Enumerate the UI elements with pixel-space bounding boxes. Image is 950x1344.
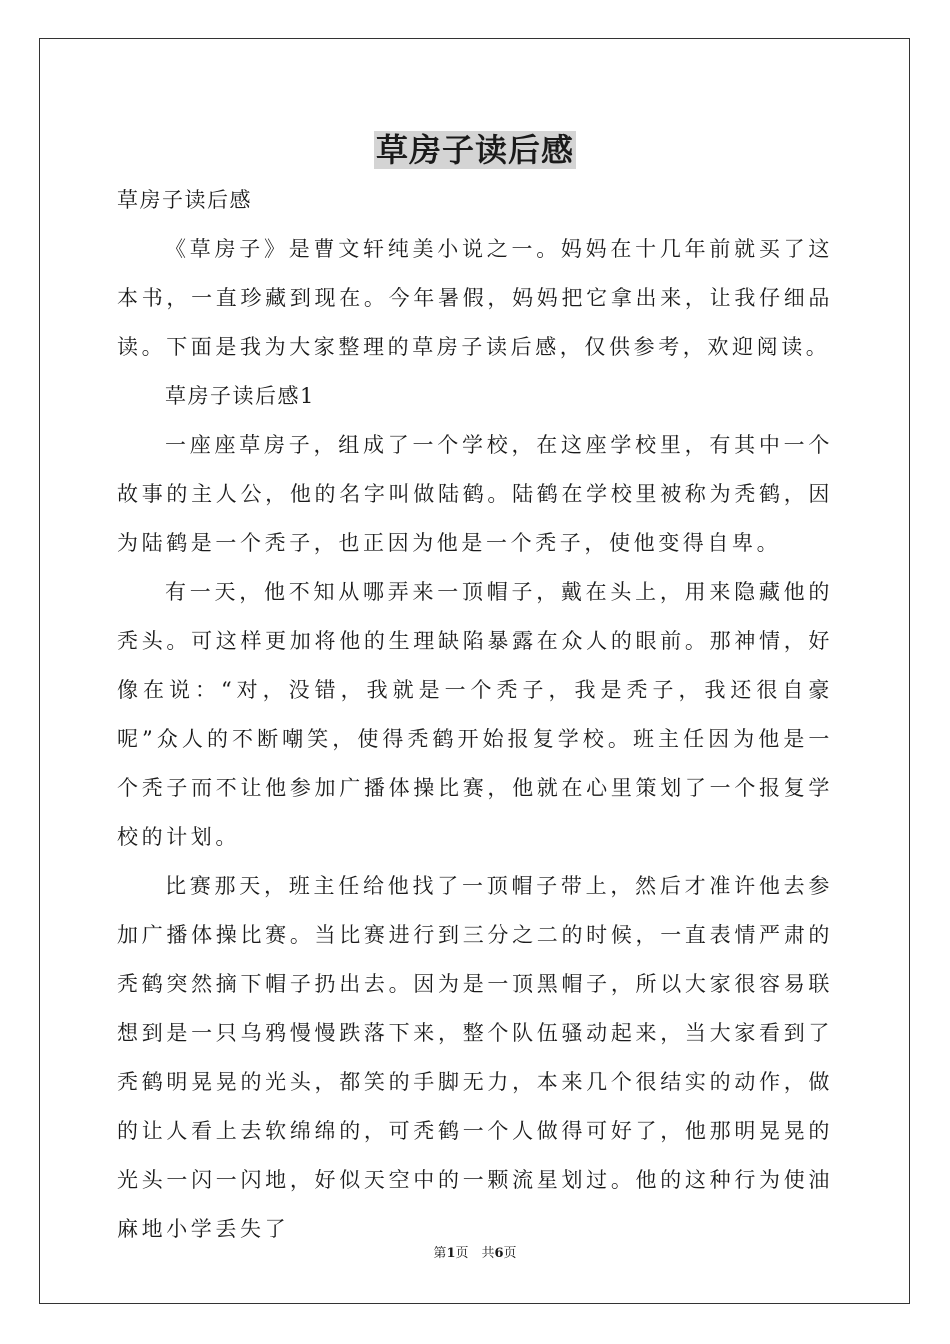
page-suffix: 页 [503,1246,517,1261]
intro-paragraph: 《草房子》是曹文轩纯美小说之一。妈妈在十几年前就买了这本书，一直珍藏到现在。今年暑假，妈妈把它拿出来，让我仔细品读。下面是我为大家整理的草房子读后感，仅供参考，欢迎阅读。 [117,237,833,359]
title-text: 草房子读后感 [375,131,574,169]
body-paragraph-3: 比赛那天，班主任给他找了一顶帽子带上，然后才准许他去参加广播体操比赛。当比赛进行到三分之二的时候，一直表情严肃的秃鹤突然摘下帽子扔出去。因为是一顶黑帽子，所以大家很容易联想到是一只乌鸦慢慢跌落下来，整个队伍骚动起来，当大家看到了秃鹤明晃晃的光头，都笑的手脚无力，本来几个很结实的动作，做的让人看上去软绵绵的，可秃鹤一个人做得可好了，他那明晃晃的光头一闪一闪地，好似天空中的一颗流星划过。他的这种行为使油麻地小学丢失了 [117,874,833,1241]
page-mid: 页 共 [455,1246,495,1261]
page-total: 6 [494,1246,504,1261]
section-heading: 草房子读后感1 [165,384,315,408]
body-paragraph-2: 有一天，他不知从哪弄来一顶帽子，戴在头上，用来隐藏他的秃头。可这样更加将他的生理缺陷暴露在众人的眼前。那神情，好像在说：“对，没错，我就是一个秃子，我是秃子，我还很自豪呢”众人的不断嘲笑，使得秃鹤开始报复学校。班主任因为他是一个秃子而不让他参加广播体操比赛，他就在心里策划了一个报复学校的计划。 [117,580,833,849]
document-body [117,176,833,1254]
page-current: 1 [446,1246,456,1261]
page-footer [0,1244,950,1264]
body-paragraph-1: 一座座草房子，组成了一个学校，在这座学校里，有其中一个故事的主人公，他的名字叫做陆鹤。陆鹤在学校里被称为秃鹤，因为陆鹤是一个秃子，也正因为他是一个秃子，使他变得自卑。 [117,433,833,555]
page-prefix: 第 [433,1246,447,1261]
subtitle-line: 草房子读后感 [117,188,252,212]
document-title [0,128,950,172]
